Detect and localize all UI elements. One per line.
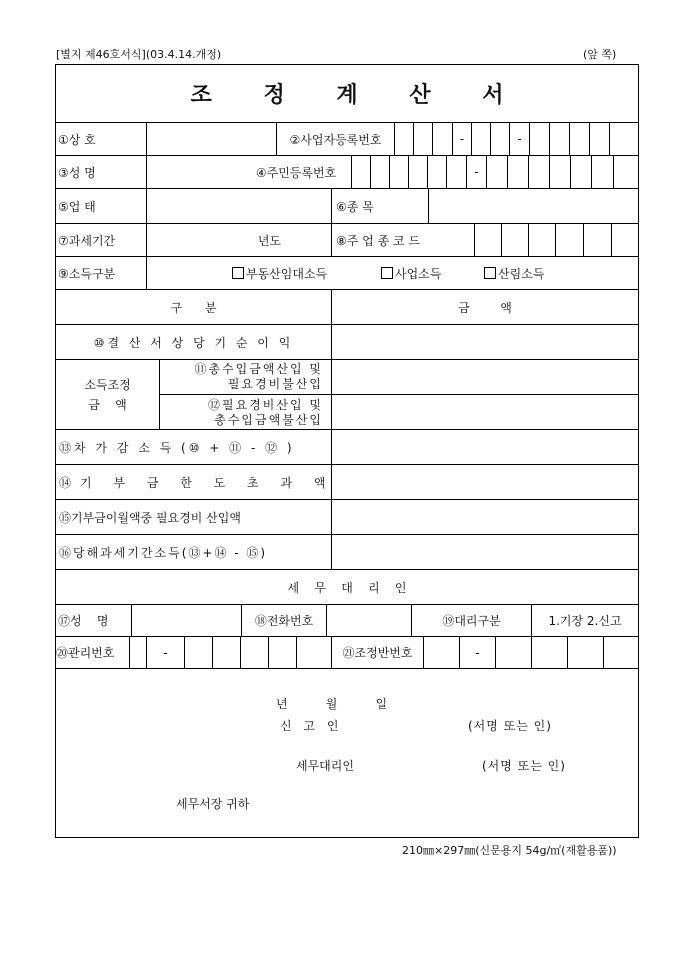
mgmt-digit-box[interactable] <box>212 637 240 668</box>
label-tax-period: ⑦과세기간 <box>58 233 116 248</box>
donation-excess-amount[interactable] <box>331 465 638 499</box>
adj-group-line1: 소득조정 <box>84 377 131 392</box>
code-digit-box[interactable] <box>528 224 555 256</box>
rrn-digit-box[interactable] <box>486 156 507 188</box>
row-deducted-income <box>56 430 638 465</box>
form-title: 조 정 계 산 서 <box>190 82 526 108</box>
label-main-business-code: ⑧주 업 종 코 드 <box>331 224 474 256</box>
income-option-business-label: 사업소득 <box>395 266 442 281</box>
name-field[interactable] <box>146 156 241 188</box>
rrn-digit-box[interactable] <box>528 156 549 188</box>
agent-type-options[interactable]: 1.기장 2.신고 <box>531 605 638 636</box>
adj-sub-line2: 총수입금액불산입 <box>214 412 323 427</box>
row-trade-name <box>56 123 638 156</box>
code-digit-box[interactable] <box>611 224 638 256</box>
label-resident-no: ④주민등록번호 <box>255 165 337 180</box>
row-income-type <box>56 257 638 290</box>
row-donation-carryover <box>56 500 638 535</box>
label-income-type: ⑨소득구분 <box>58 266 116 281</box>
tax-agent-label: 세무대리인 <box>296 759 354 773</box>
rrn-digit-box[interactable] <box>507 156 528 188</box>
label-agent-name: ⑰성 명 <box>58 614 109 628</box>
team-digit-box[interactable] <box>603 637 638 668</box>
label-agent-phone: ⑱전화번호 <box>241 605 326 636</box>
adj-sub-line1: ⑫필요경비산입 및 <box>208 397 323 412</box>
label-income-adjustment <box>56 360 159 429</box>
label-adj-team-no: ㉑조정반번호 <box>331 637 423 668</box>
agent-name-field[interactable] <box>131 605 241 636</box>
reg-digit-box[interactable] <box>413 123 432 155</box>
rrn-digit-box[interactable] <box>446 156 466 188</box>
label-net-income: ⑩결 산 서 상 당 기 순 이 익 <box>93 335 294 350</box>
adj-add-line1: ⑪총수입금액산입 및 <box>194 362 323 376</box>
label-revenue-addition <box>159 360 331 395</box>
label-agent-type: ⑲대리구분 <box>411 605 531 636</box>
reg-digit-box[interactable] <box>471 123 490 155</box>
adj-add-line2: 필요경비불산입 <box>227 377 323 391</box>
mgmt-digit-box[interactable] <box>240 637 268 668</box>
header-category: 구 분 <box>170 300 217 315</box>
reg-dash: - <box>509 123 529 155</box>
tax-agent-sign[interactable]: (서명 또는 인) <box>482 759 566 773</box>
label-business-type: ⑤업 태 <box>58 199 96 214</box>
code-digit-box[interactable] <box>555 224 583 256</box>
rrn-digit-box[interactable] <box>570 156 591 188</box>
business-item-field[interactable] <box>428 189 638 223</box>
rrn-dash: - <box>466 156 486 188</box>
income-option-business[interactable] <box>381 265 441 282</box>
rrn-digit-box[interactable] <box>549 156 570 188</box>
net-income-amount[interactable] <box>331 325 638 359</box>
reporter-label: 신 고 인 <box>280 719 343 733</box>
checkbox-icon[interactable] <box>232 267 244 279</box>
team-dash: - <box>459 637 495 668</box>
row-income-adjustment <box>56 360 638 430</box>
adjustment-statement-form <box>55 64 639 838</box>
rrn-digit-box[interactable] <box>427 156 446 188</box>
tax-period-year[interactable]: 년도 <box>146 224 331 256</box>
rrn-digit-box[interactable] <box>613 156 638 188</box>
revenue-addition-amount[interactable] <box>331 360 638 395</box>
row-business-type <box>56 189 638 224</box>
addressee: 세무서장 귀하 <box>176 797 250 811</box>
label-name: ③성 명 <box>58 165 96 180</box>
agent-section-title: 세 무 대 리 인 <box>287 580 407 595</box>
page-side: (앞 쪽) <box>583 48 617 61</box>
checkbox-icon[interactable] <box>381 267 393 279</box>
rrn-digit-box[interactable] <box>370 156 389 188</box>
income-option-forestry[interactable] <box>484 265 544 282</box>
checkbox-icon[interactable] <box>484 267 496 279</box>
mgmt-digit-box[interactable] <box>184 637 212 668</box>
label-mgmt-no: ⑳관리번호 <box>56 646 115 660</box>
reg-dash: - <box>452 123 471 155</box>
income-option-real-estate-label: 부동산임대소득 <box>246 266 328 281</box>
business-type-field[interactable] <box>146 189 331 223</box>
reg-digit-box[interactable] <box>609 123 638 155</box>
team-digit-box[interactable] <box>567 637 603 668</box>
label-donation-excess: ⑭기 부 금 한 도 초 과 액 <box>59 475 335 490</box>
row-name <box>56 156 638 189</box>
label-expense-addition <box>159 395 331 430</box>
income-option-real-estate[interactable] <box>232 265 327 282</box>
expense-addition-amount[interactable] <box>331 395 638 430</box>
mgmt-dash: - <box>146 637 184 668</box>
period-income-amount[interactable] <box>331 535 638 569</box>
label-business-item: ⑥종 목 <box>331 189 428 223</box>
reg-digit-box[interactable] <box>432 123 452 155</box>
team-digit-box[interactable] <box>531 637 567 668</box>
label-donation-carryover: ⑮기부금이월액중 필요경비 산입액 <box>59 510 241 525</box>
label-trade-name: ①상 호 <box>58 132 96 147</box>
trade-name-field[interactable] <box>146 123 276 155</box>
form-number: [별지 제46호서식](03.4.14.개정) <box>56 48 222 61</box>
rrn-digit-box[interactable] <box>389 156 408 188</box>
label-business-reg-no: ②사업자등록번호 <box>276 123 394 155</box>
row-agent-section <box>56 570 638 605</box>
income-type-options <box>146 257 638 289</box>
code-digit-box[interactable] <box>583 224 611 256</box>
income-option-forestry-label: 산림소득 <box>498 266 545 281</box>
date-line: 년 월 일 <box>276 697 388 711</box>
row-agent-numbers <box>56 637 638 669</box>
reg-digit-box[interactable] <box>490 123 509 155</box>
label-period-income: ⑯당해과세기간소득(⑬+⑭ - ⑮) <box>59 545 268 560</box>
mgmt-digit-box[interactable] <box>129 637 146 668</box>
row-period-income <box>56 535 638 570</box>
row-column-header <box>56 290 638 325</box>
reg-digit-box[interactable] <box>394 123 413 155</box>
adj-group-line2: 금 액 <box>88 397 127 412</box>
row-agent-info <box>56 605 638 637</box>
reg-digit-box[interactable] <box>569 123 589 155</box>
code-digit-box[interactable] <box>474 224 501 256</box>
reg-digit-box[interactable] <box>589 123 609 155</box>
agent-phone-field[interactable] <box>326 605 411 636</box>
team-digit-box[interactable] <box>495 637 531 668</box>
mgmt-digit-box[interactable] <box>268 637 296 668</box>
team-digit-box[interactable] <box>423 637 459 668</box>
donation-carryover-amount[interactable] <box>331 500 638 534</box>
header-amount: 금 액 <box>331 290 638 324</box>
label-deducted-income: ⑬차 가 감 소 득 (⑩ + ⑪ - ⑫ ) <box>59 440 295 455</box>
rrn-digit-box[interactable] <box>591 156 613 188</box>
rrn-digit-box[interactable] <box>408 156 427 188</box>
reg-digit-box[interactable] <box>529 123 549 155</box>
title-row <box>56 65 638 123</box>
paper-spec: 210㎜×297㎜(신문용지 54g/㎡(재활용품)) <box>402 844 617 857</box>
rrn-digit-box[interactable] <box>351 156 370 188</box>
deducted-income-amount[interactable] <box>331 430 638 464</box>
reg-digit-box[interactable] <box>549 123 569 155</box>
row-tax-period <box>56 224 638 257</box>
row-net-income <box>56 325 638 360</box>
code-digit-box[interactable] <box>501 224 528 256</box>
reporter-sign[interactable]: (서명 또는 인) <box>468 719 552 733</box>
row-donation-excess <box>56 465 638 500</box>
mgmt-digit-box[interactable] <box>296 637 331 668</box>
